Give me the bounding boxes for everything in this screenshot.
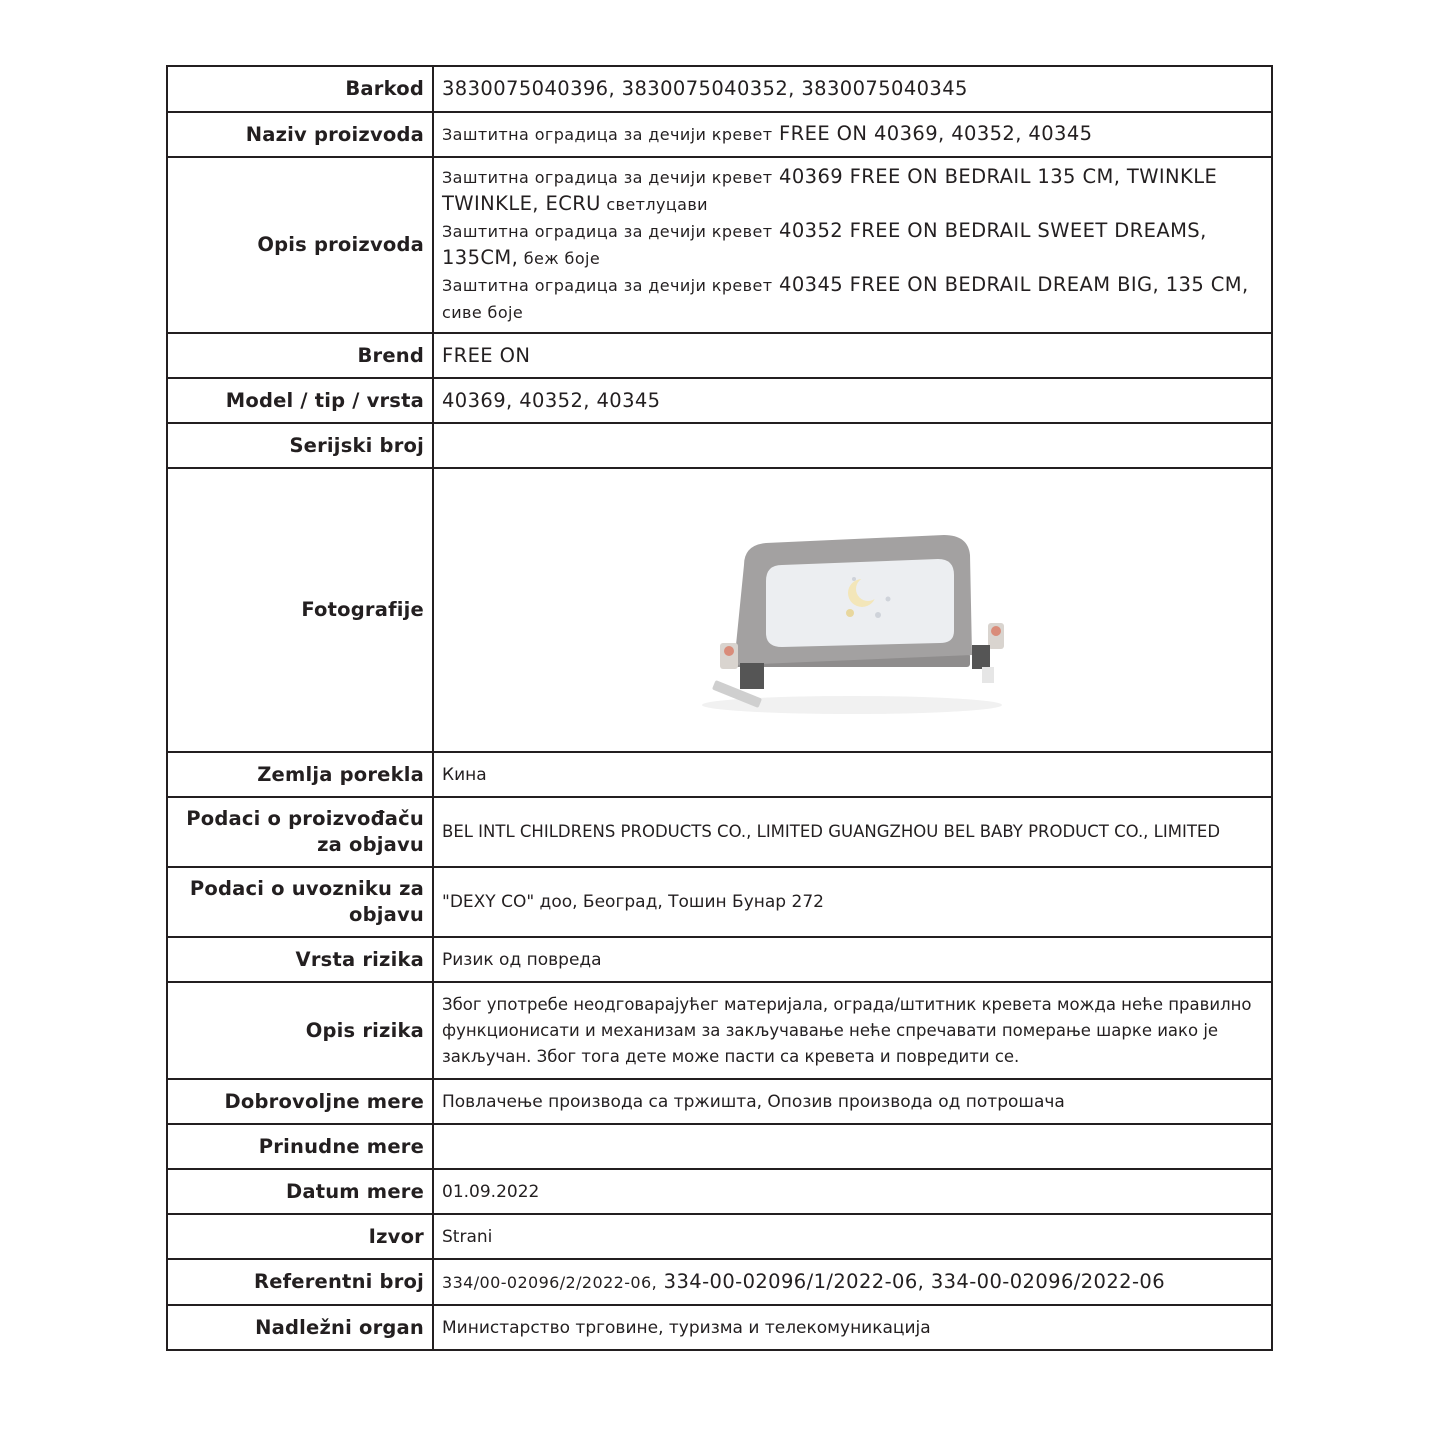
label-brend: Brend: [167, 333, 433, 378]
value-serijski: [433, 423, 1272, 468]
opis-line-2-rest: 40352 FREE ON BEDRAIL SWEET DREAMS, 135CM,: [442, 219, 1207, 269]
row-prinudne: [167, 1124, 1272, 1169]
opis-line-2-prefix: Заштитна оградица за дечији кревет: [442, 222, 773, 241]
label-prinudne: Prinudne mere: [167, 1124, 433, 1169]
value-nadlezni: Министарство трговине, туризма и телекомуникација: [433, 1305, 1272, 1350]
value-vrsta-rizika: Ризик од повреда: [433, 937, 1272, 982]
row-proizvodjac: [167, 797, 1272, 867]
label-serijski: Serijski broj: [167, 423, 433, 468]
value-uvoznik: "DEXY CO" доо, Београд, Тошин Бунар 272: [433, 867, 1272, 937]
label-model: Model / tip / vrsta: [167, 378, 433, 423]
row-referentni: [167, 1259, 1272, 1305]
opis-line-1-prefix: Заштитна оградица за дечији кревет: [442, 168, 773, 187]
row-serijski: [167, 423, 1272, 468]
naziv-rest: FREE ON 40369, 40352, 40345: [772, 122, 1093, 145]
referentni-rest: 334-00-02096/1/2022-06, 334-00-02096/2022-06: [657, 1269, 1165, 1293]
row-nadlezni: [167, 1305, 1272, 1350]
opis-line-2: [442, 218, 1261, 272]
value-prinudne: [433, 1124, 1272, 1169]
value-brend: FREE ON: [433, 333, 1272, 378]
value-barkod: 3830075040396, 3830075040352, 3830075040345: [433, 66, 1272, 112]
label-naziv: Naziv proizvoda: [167, 112, 433, 157]
value-izvor: Strani: [433, 1214, 1272, 1259]
opis-line-3: [442, 272, 1261, 326]
label-proizvodjac: Podaci o proizvođaču za objavu: [167, 797, 433, 867]
opis-line-1-rest: 40369 FREE ON BEDRAIL 135 CM, TWINKLE TWINKLE, ECRU: [442, 165, 1218, 215]
label-referentni: Referentni broj: [167, 1259, 433, 1305]
opis-line-2-suffix: беж боје: [518, 249, 601, 268]
label-barkod: Barkod: [167, 66, 433, 112]
row-vrsta-rizika: [167, 937, 1272, 982]
row-naziv: [167, 112, 1272, 157]
value-zemlja: Кина: [433, 752, 1272, 797]
row-izvor: [167, 1214, 1272, 1259]
opis-line-1-suffix: светлуцави: [600, 195, 708, 214]
value-model: 40369, 40352, 40345: [433, 378, 1272, 423]
value-dobrovoljne: Повлачење производа са тржишта, Опозив производа од потрошача: [433, 1079, 1272, 1124]
label-opis-rizika: Opis rizika: [167, 982, 433, 1079]
bed-rail-image: [682, 495, 1022, 725]
row-model: [167, 378, 1272, 423]
label-vrsta-rizika: Vrsta rizika: [167, 937, 433, 982]
label-fotografije: Fotografije: [167, 468, 433, 752]
value-fotografije: [433, 468, 1272, 752]
recall-info-table: [166, 65, 1273, 1351]
label-nadlezni: Nadležni organ: [167, 1305, 433, 1350]
product-photo: [442, 495, 1261, 725]
value-datum: 01.09.2022: [433, 1169, 1272, 1214]
row-datum: [167, 1169, 1272, 1214]
label-datum: Datum mere: [167, 1169, 433, 1214]
row-opis-rizika: [167, 982, 1272, 1079]
opis-line-3-rest: 40345 FREE ON BEDRAIL DREAM BIG, 135 CM,: [772, 273, 1249, 296]
row-uvoznik: [167, 867, 1272, 937]
referentni-small: 334/00-02096/2/2022-06,: [442, 1272, 658, 1292]
value-proizvodjac: BEL INTL CHILDRENS PRODUCTS CO., LIMITED GUANGZHOU BEL BABY PRODUCT CO., LIMITED: [433, 797, 1272, 867]
value-referentni: [433, 1259, 1272, 1305]
label-opis: Opis proizvoda: [167, 157, 433, 333]
opis-line-3-suffix: сиве боје: [442, 303, 524, 322]
opis-line-3-prefix: Заштитна оградица за дечији кревет: [442, 276, 773, 295]
naziv-prefix: Заштитна оградица за дечији кревет: [442, 125, 773, 144]
label-zemlja: Zemlja porekla: [167, 752, 433, 797]
row-opis: [167, 157, 1272, 333]
row-dobrovoljne: [167, 1079, 1272, 1124]
value-opis: [433, 157, 1272, 333]
opis-line-1: [442, 164, 1261, 218]
row-brend: [167, 333, 1272, 378]
label-dobrovoljne: Dobrovoljne mere: [167, 1079, 433, 1124]
row-barkod: [167, 66, 1272, 112]
row-fotografije: [167, 468, 1272, 752]
value-naziv: [433, 112, 1272, 157]
label-uvoznik: Podaci o uvozniku za objavu: [167, 867, 433, 937]
label-izvor: Izvor: [167, 1214, 433, 1259]
row-zemlja: [167, 752, 1272, 797]
value-opis-rizika: Због употребе неодговарајућег материјала, ограда/штитник кревета можда неће правилно функционисати и механизам за закључавање неће спречавати померање шарке иако је закључан. Због тога дете може пасти са кревета и повредити се.: [433, 982, 1272, 1079]
